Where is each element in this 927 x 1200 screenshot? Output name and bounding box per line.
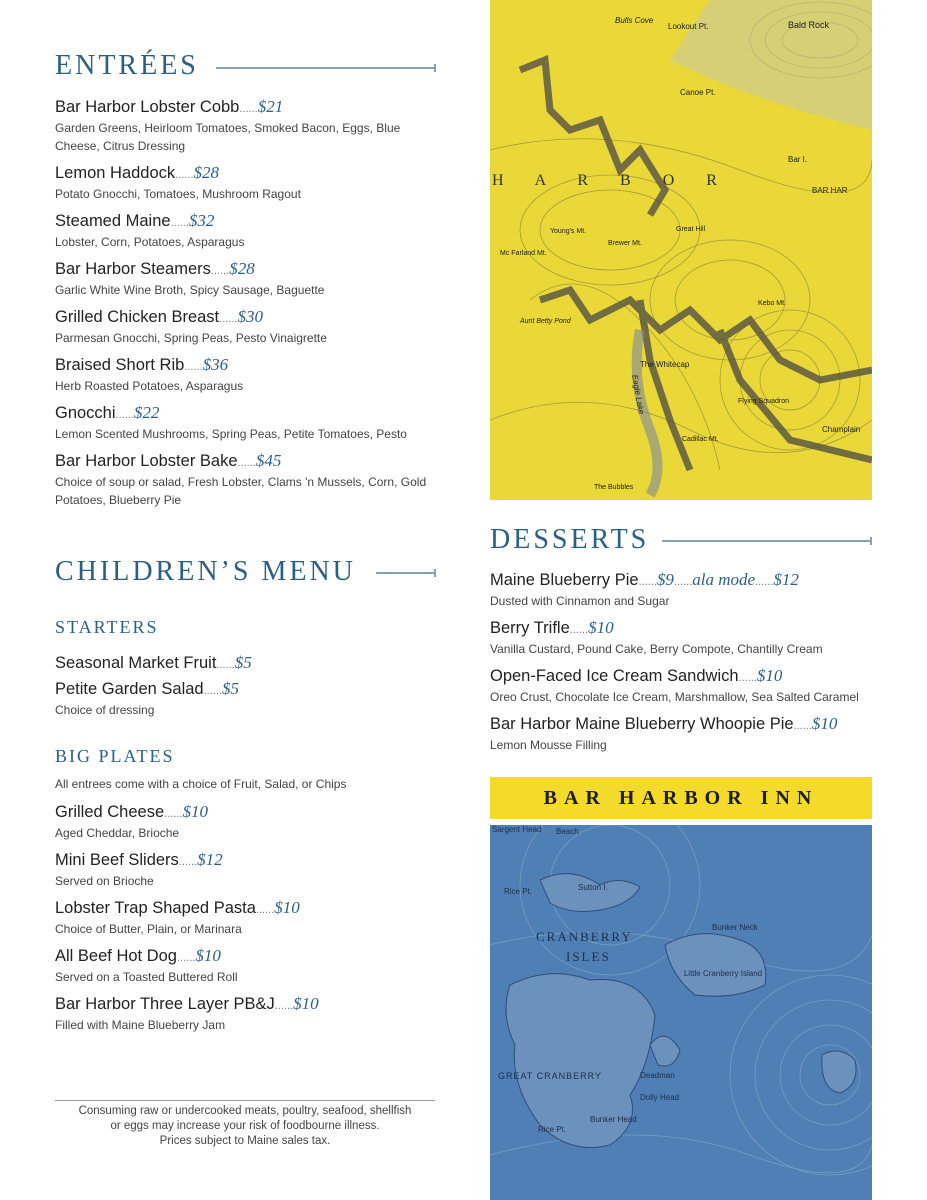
- menu-item: [55, 898, 440, 938]
- map-label: Bar I.: [788, 155, 808, 164]
- item-description: Parmesan Gnocchi, Spring Peas, Pesto Vinaigrette: [55, 331, 327, 345]
- starters-list: [55, 653, 440, 719]
- map-label: Dolly Head: [640, 1093, 680, 1102]
- leader-dots: ......: [239, 103, 258, 115]
- map-label: Bulls Cove: [615, 16, 654, 25]
- map-label: Aunt Betty Pond: [520, 318, 571, 325]
- item-description: Garlic White Wine Broth, Spicy Sausage, Baguette: [55, 283, 325, 297]
- childrens-menu-rule: [376, 572, 436, 574]
- item-name: Open-Faced Ice Cream Sandwich: [490, 667, 739, 685]
- item-name: Grilled Chicken Breast: [55, 308, 220, 326]
- map-label: Deadman: [640, 1071, 675, 1080]
- big-plates-list: [55, 802, 440, 1034]
- item-description: Filled with Maine Blueberry Jam: [55, 1018, 226, 1032]
- item-price: $32: [188, 211, 215, 230]
- desserts-title: DESSERTS: [490, 524, 650, 555]
- map-label: Rice Pt.: [504, 887, 533, 896]
- leader-dots: ......: [184, 361, 203, 373]
- map-label: Kebo Mt.: [758, 300, 787, 307]
- map-label: ISLES: [566, 949, 611, 964]
- map-label: Bunker Neck: [712, 923, 758, 932]
- map-label: Mc Farland Mt.: [500, 250, 547, 257]
- leader-dots: ......: [176, 952, 196, 964]
- menu-item: [55, 259, 440, 299]
- inn-name: BAR HARBOR INN: [543, 786, 819, 809]
- menu-item: [55, 679, 440, 719]
- item-name: Mini Beef Sliders: [55, 851, 179, 869]
- disclaimer-line: Consuming raw or undercooked meats, poultry, seafood, shellfish: [78, 1105, 412, 1117]
- item-price: $10: [293, 994, 319, 1013]
- entrees-list: [55, 97, 440, 509]
- desserts-rule: [662, 540, 872, 542]
- menu-item: [55, 163, 440, 203]
- menu-item: [55, 802, 440, 842]
- leader-dots: ......: [274, 1000, 294, 1012]
- item-name: Bar Harbor Steamers: [55, 260, 211, 278]
- item-price: $10: [182, 802, 208, 821]
- menu-item: [55, 403, 440, 443]
- item-description: Choice of dressing: [55, 703, 155, 717]
- map-label: Bunker Head: [590, 1115, 637, 1124]
- disclaimer: [55, 1100, 435, 1149]
- item-price: $21: [257, 97, 284, 116]
- item-name: Maine Blueberry Pie: [490, 571, 639, 589]
- item-description: Served on Brioche: [55, 874, 154, 888]
- item-description: Garden Greens, Heirloom Tomatoes, Smoked Bacon, Eggs, Blue Cheese, Citrus Dressing: [55, 121, 401, 153]
- menu-item: [55, 307, 440, 347]
- menu-item: [55, 850, 440, 890]
- item-name: Petite Garden Salad: [55, 680, 204, 698]
- item-name: Gnocchi: [55, 404, 116, 422]
- entrees-title: ENTRÉES: [55, 50, 199, 81]
- item-description: Lemon Scented Mushrooms, Spring Peas, Petite Tomatoes, Pesto: [55, 427, 407, 441]
- item-name: Bar Harbor Lobster Bake: [55, 452, 238, 470]
- disclaimer-line: or eggs may increase your risk of foodbourne illness.: [110, 1120, 380, 1132]
- menu-item: [55, 97, 440, 155]
- map-label: Sargent Head: [492, 825, 542, 834]
- big-plates-heading: BIG PLATES: [55, 746, 175, 766]
- item-description: Vanilla Custard, Pound Cake, Berry Compote, Chantilly Cream: [490, 642, 823, 656]
- entrees-rule: [216, 67, 436, 69]
- menu-item: [490, 714, 872, 754]
- item-description: Herb Roasted Potatoes, Asparagus: [55, 379, 244, 393]
- menu-item: [490, 666, 872, 706]
- menu-item: [55, 653, 440, 673]
- ala-mode-price: $12: [773, 570, 799, 589]
- item-description: Lemon Mousse Filling: [490, 738, 607, 752]
- item-description: Choice of soup or salad, Fresh Lobster, Clams 'n Mussels, Corn, Gold Potatoes, Blueberry Pie: [55, 475, 427, 507]
- map-label: BAR HAR: [812, 186, 848, 195]
- item-description: Potato Gnocchi, Tomatoes, Mushroom Ragout: [55, 187, 301, 201]
- leader-dots: ......: [673, 576, 693, 588]
- menu-item: [55, 946, 440, 986]
- map-label: H A R B O R: [492, 172, 731, 189]
- big-plates-note: All entrees come with a choice of Fruit, Salad, or Chips: [55, 777, 347, 791]
- item-name: Steamed Maine: [55, 212, 171, 230]
- map-label: Champlain: [822, 425, 861, 434]
- item-name: Bar Harbor Maine Blueberry Whoopie Pie: [490, 715, 794, 733]
- map-label: Little Cranberry Island: [683, 969, 763, 978]
- map-label: The Whitecap: [640, 360, 690, 369]
- item-name: Seasonal Market Fruit: [55, 654, 217, 672]
- item-price: $30: [237, 307, 263, 326]
- item-price: $9: [656, 570, 674, 589]
- leader-dots: ......: [569, 624, 589, 636]
- leader-dots: ......: [793, 720, 812, 732]
- menu-item: [55, 451, 440, 509]
- leader-dots: ......: [237, 457, 256, 469]
- map-label: Eagle Lake: [630, 374, 646, 415]
- item-price: $45: [255, 451, 282, 470]
- leader-dots: ......: [216, 659, 235, 671]
- leader-dots: ......: [738, 672, 757, 684]
- item-price: $10: [588, 618, 614, 637]
- leader-dots: ......: [175, 169, 194, 181]
- desserts-list: [490, 570, 872, 754]
- map-contours: [490, 0, 872, 500]
- item-price: $5: [234, 653, 252, 672]
- starters-heading: STARTERS: [55, 617, 159, 637]
- leader-dots: ......: [170, 217, 189, 229]
- map-label: Rice Pt.: [538, 1125, 567, 1134]
- map-cranberry-isles: [490, 825, 872, 1200]
- map-label: Beach: [556, 827, 579, 836]
- leader-dots: ......: [115, 409, 134, 421]
- item-price: $22: [133, 403, 160, 422]
- item-name: Lobster Trap Shaped Pasta: [55, 899, 256, 917]
- leader-dots: ......: [178, 856, 198, 868]
- item-description: Aged Cheddar, Brioche: [55, 826, 180, 840]
- map-label: Lookout Pt.: [668, 22, 709, 31]
- item-name: Bar Harbor Lobster Cobb: [55, 98, 240, 116]
- map-label: Bald Rock: [788, 20, 830, 30]
- item-name: Berry Trifle: [490, 619, 570, 637]
- leader-dots: ......: [755, 576, 774, 588]
- map-label: Canoe Pt.: [680, 88, 716, 97]
- map-mount-desert-island: [490, 0, 872, 500]
- leader-dots: ......: [638, 576, 657, 588]
- leader-dots: ......: [164, 808, 183, 820]
- menu-item: [490, 618, 872, 658]
- item-name: Braised Short Rib: [55, 356, 185, 374]
- item-price: $5: [221, 679, 239, 698]
- item-price: $28: [229, 259, 255, 278]
- item-description: Oreo Crust, Chocolate Ice Cream, Marshmallow, Sea Salted Caramel: [490, 690, 859, 704]
- map-label: Flying Squadron: [738, 398, 789, 405]
- map-label: Brewer Mt.: [608, 240, 642, 247]
- map-label: The Bubbles: [594, 484, 634, 491]
- map-label: GREAT CRANBERRY: [498, 1071, 603, 1081]
- item-name: Grilled Cheese: [55, 803, 165, 821]
- item-name: All Beef Hot Dog: [55, 947, 177, 965]
- item-description: Dusted with Cinnamon and Sugar: [490, 594, 670, 608]
- childrens-menu-title: CHILDREN’S MENU: [55, 556, 356, 587]
- map-label: Cadillac Mt.: [682, 436, 719, 443]
- leader-dots: ......: [219, 313, 238, 325]
- menu-item: [55, 355, 440, 395]
- map-label: Great Hill: [676, 226, 706, 233]
- item-name: Lemon Haddock: [55, 164, 176, 182]
- item-description: Served on a Toasted Buttered Roll: [55, 970, 238, 984]
- item-name: Bar Harbor Three Layer PB&J: [55, 995, 275, 1013]
- map-label: Sutton I.: [578, 883, 608, 892]
- item-price: $10: [811, 714, 838, 733]
- item-description: Lobster, Corn, Potatoes, Asparagus: [55, 235, 245, 249]
- item-description: Choice of Butter, Plain, or Marinara: [55, 922, 242, 936]
- inn-name-banner: [490, 777, 872, 819]
- disclaimer-line: Prices subject to Maine sales tax.: [159, 1135, 331, 1147]
- item-price: $10: [756, 666, 783, 685]
- map-label: Young's Mt.: [550, 228, 587, 235]
- menu-item: [55, 211, 440, 251]
- leader-dots: ......: [255, 904, 275, 916]
- item-price: $28: [193, 163, 220, 182]
- item-price: $36: [202, 355, 229, 374]
- ala-mode-label: ala mode: [692, 570, 756, 589]
- menu-item: [55, 994, 440, 1034]
- map-label: CRANBERRY: [536, 929, 633, 944]
- item-price: $10: [274, 898, 300, 917]
- item-price: $10: [195, 946, 221, 965]
- leader-dots: ......: [210, 265, 230, 277]
- leader-dots: ......: [203, 685, 222, 697]
- map-contours: [490, 825, 872, 1200]
- menu-item: [490, 570, 872, 610]
- item-price: $12: [197, 850, 223, 869]
